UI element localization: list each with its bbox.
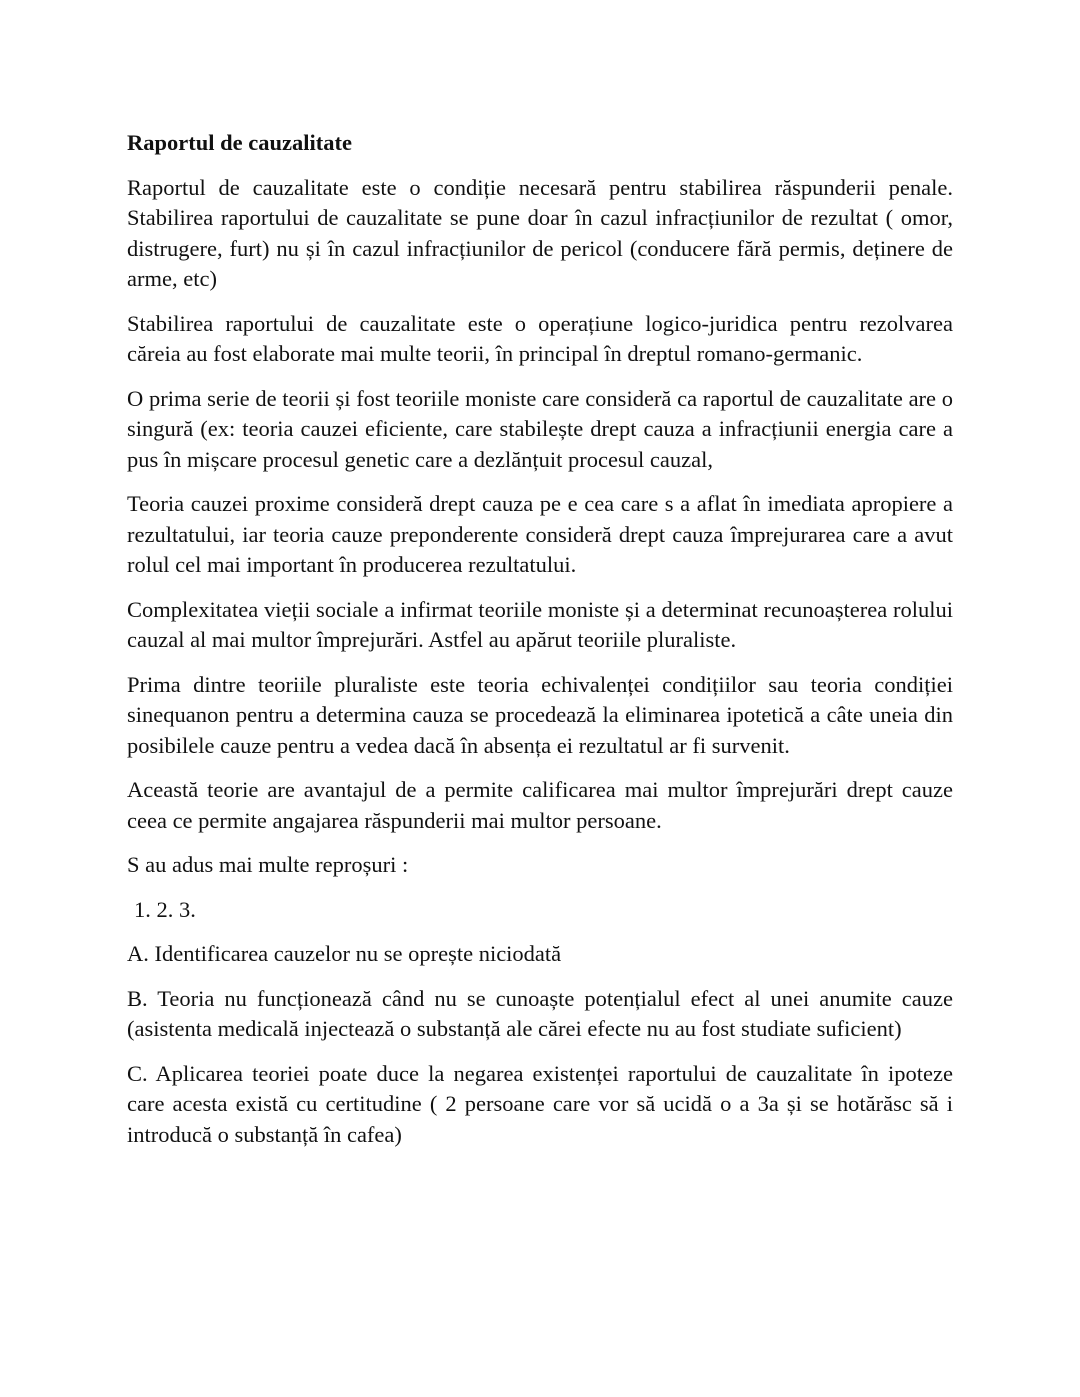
list-item-a: A. Identificarea cauzelor nu se oprește niciodată xyxy=(127,941,562,966)
paragraph-advantage: Această teorie are avantajul de a permite calificarea mai multor împrejurări drept cauze ceea ce permite angajarea răspunderii mai multor persoane. xyxy=(127,777,953,833)
list-item-c: C. Aplicarea teoriei poate duce la negarea existenței raportului de cauzalitate în ipoteze care acesta există cu certitudine ( 2 persoane care vor să ucidă o a 3a și se hotărăsc să i introducă o substanță în cafea) xyxy=(127,1060,953,1147)
document-page xyxy=(127,128,953,1164)
paragraph-intro: Raportul de cauzalitate este o condiție necesară pentru stabilirea răspunderii penale. Stabilirea raportului de cauzalitate se pune doar în cazul infracțiunilor de rezultat ( omor, distrugere, furt) nu și în cazul infracțiunilor de pericol (conducere fără permis, deținere de arme, etc) xyxy=(127,174,953,291)
paragraph-proximate-cause: Teoria cauzei proxime consideră drept cauza pe e cea care s a aflat în imediata apropiere a rezultatului, iar teoria cauze preponderente consideră drept cauza împrejurarea care a avut rolul cel mai important în producerea rezultatului. xyxy=(127,491,953,577)
paragraph-monist-theories: O prima serie de teorii și fost teoriile moniste care consideră ca raportul de cauzalitate are o singură (ex: teoria cauzei eficiente, care stabilește drept cauza a infracțiunii energia care a pus în mișcare procesul genetic care a dezlănțuit procesul cauzal, xyxy=(127,385,953,472)
paragraph-numbering: 1. 2. 3. xyxy=(134,896,196,922)
paragraph-social-complexity: Complexitatea vieții sociale a infirmat teoriile moniste și a determinat recunoașterea rolului cauzal al mai multor împrejurări. Astfel au apărut teoriile pluraliste. xyxy=(127,596,953,652)
document-title: Raportul de cauzalitate xyxy=(127,130,352,155)
paragraph-pluralist-theories: Prima dintre teoriile pluraliste este teoria echivalenței condițiilor sau teoria condiției sinequanon pentru a determina cauza se procedează la eliminarea ipotetică a câte uneia din posibilele cauze pentru a vedea dacă în absența ei rezultatul ar fi survenit. xyxy=(127,671,953,758)
paragraph-reproaches: S au adus mai multe reproșuri : xyxy=(127,852,409,877)
list-item-b: B. Teoria nu funcționează când nu se cunoaște potențialul efect al unei anumite cauze (asistenta medicală injectează o substanță ale cărei efecte nu au fost studiate suficient) xyxy=(127,985,953,1041)
paragraph-logical-operation: Stabilirea raportului de cauzalitate este o operațiune logico-juridica pentru rezolvarea căreia au fost elaborate mai multe teorii, în principal în dreptul romano-germanic. xyxy=(127,310,953,366)
